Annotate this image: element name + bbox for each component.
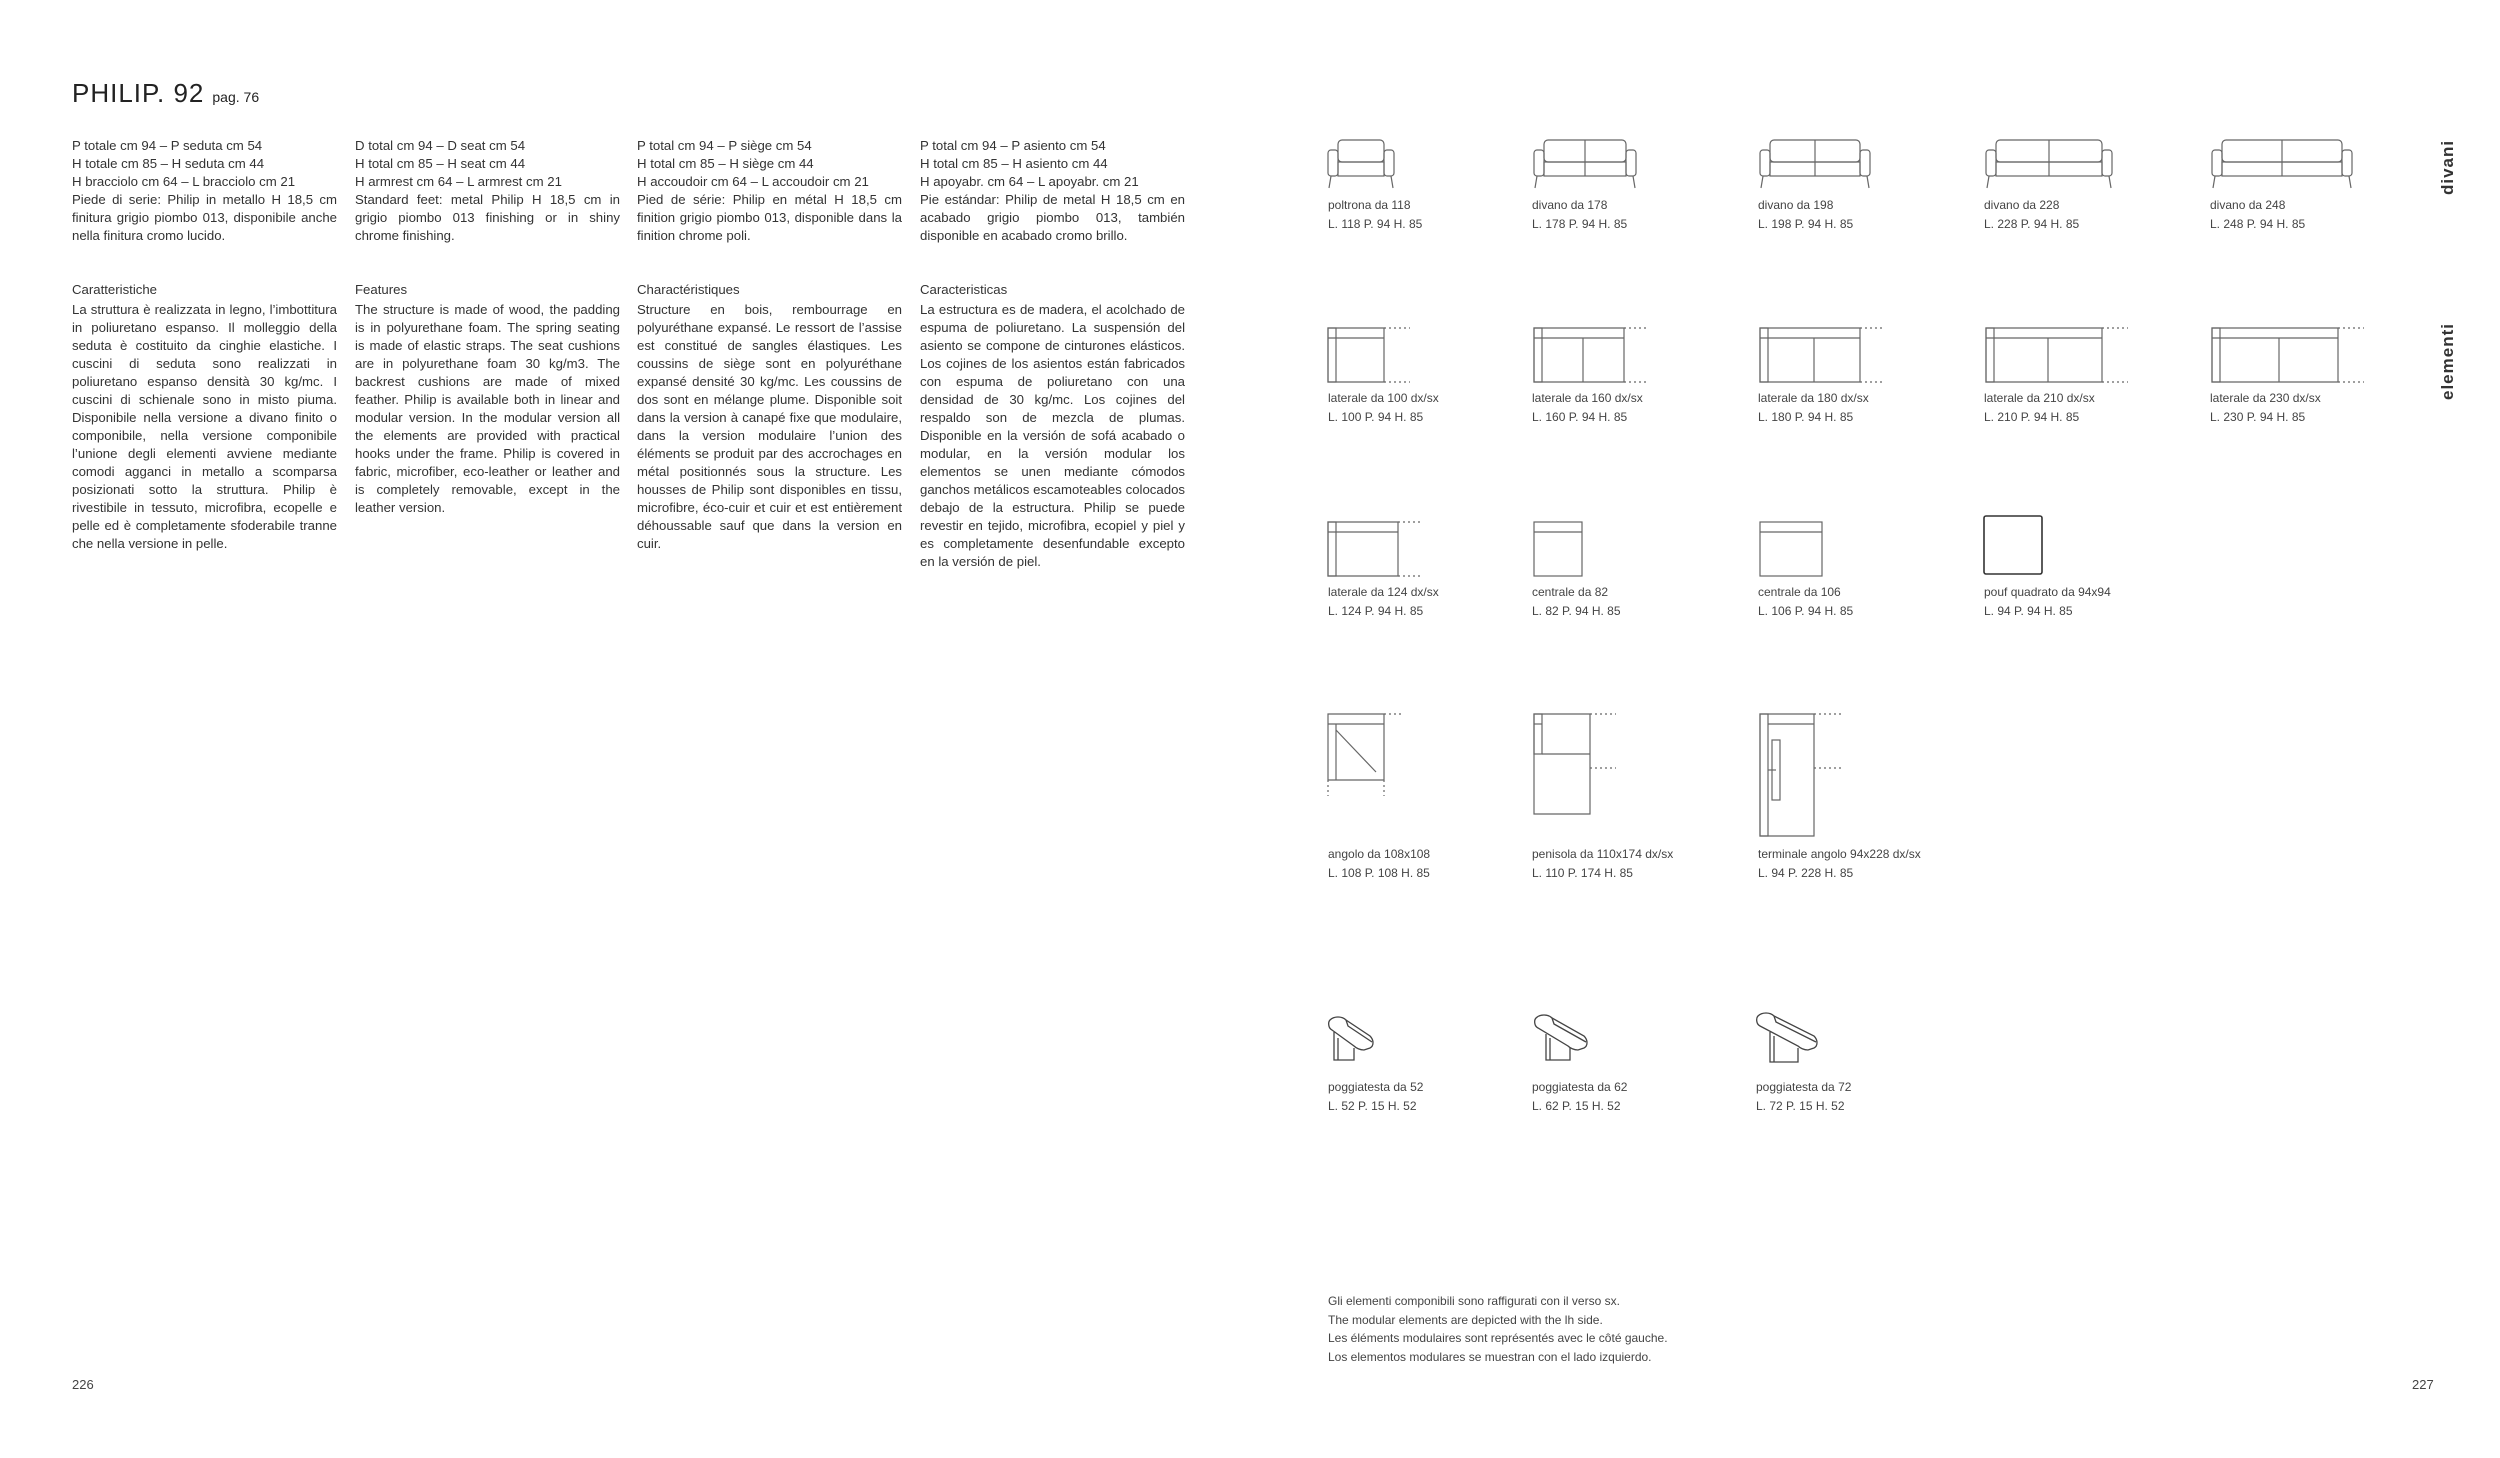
product-name: pouf quadrato da 94x94 (1984, 585, 2111, 599)
product-divano-248 (2210, 136, 2410, 194)
product-name: terminale angolo 94x228 dx/sx (1758, 847, 1921, 861)
product-label (1328, 583, 1439, 620)
column-english (355, 137, 620, 517)
product-label (1984, 196, 2079, 233)
spec-paragraph: Standard feet: metal Philip H 18,5 cm in grigio piombo 013 finishing or in shiny chrome finishing. (355, 192, 620, 243)
product-name: laterale da 160 dx/sx (1532, 391, 1643, 405)
product-label (2210, 389, 2321, 426)
product-poltrona-118 (1326, 136, 1526, 194)
product-name: penisola da 110x174 dx/sx (1532, 847, 1674, 861)
product-dims: L. 94 P. 228 H. 85 (1758, 865, 1854, 880)
product-laterale-180 (1758, 324, 1958, 386)
product-divano-228 (1984, 136, 2184, 194)
product-label (1532, 583, 1621, 620)
note-line: Gli elementi componibili sono raffigurati con il verso sx. (1328, 1294, 1620, 1308)
product-laterale-124 (1326, 518, 1526, 580)
product-dims: L. 180 P. 94 H. 85 (1758, 409, 1854, 424)
product-dims: L. 52 P. 15 H. 52 (1328, 1098, 1417, 1113)
sofa-drawing (1758, 136, 1878, 194)
note-line: Los elementos modulares se muestran con el lado izquierdo. (1328, 1349, 1652, 1364)
product-dims: L. 178 P. 94 H. 85 (1532, 216, 1628, 231)
product-dims: L. 118 P. 94 H. 85 (1328, 216, 1423, 231)
product-label (1984, 389, 2095, 426)
sofa-drawing (1984, 136, 2119, 194)
product-poggiatesta-62 (1532, 1012, 1732, 1076)
product-poggiatesta-72 (1754, 1010, 1954, 1076)
product-laterale-100 (1326, 324, 1526, 386)
column-italian (72, 137, 337, 553)
centrale-plan-drawing (1758, 518, 1828, 580)
product-name: divano da 228 (1984, 198, 2060, 212)
spec-line: H armrest cm 64 – L armrest cm 21 (355, 174, 562, 189)
product-dims: L. 108 P. 108 H. 85 (1328, 865, 1430, 880)
product-terminale-angolo-94x228 (1758, 710, 1958, 840)
laterale-plan-drawing (2210, 324, 2370, 386)
product-name: laterale da 210 dx/sx (1984, 391, 2095, 405)
spec-line: H totale cm 85 – H seduta cm 44 (72, 156, 265, 171)
page-title (72, 78, 259, 109)
spec-line: H total cm 85 – H siège cm 44 (637, 156, 814, 171)
product-dims: L. 106 P. 94 H. 85 (1758, 603, 1854, 618)
headrest-drawing (1326, 1014, 1386, 1076)
column-spanish (920, 137, 1185, 571)
laterale-plan-drawing (1326, 324, 1416, 386)
product-dims: L. 198 P. 94 H. 85 (1758, 216, 1854, 231)
product-label (1758, 196, 1853, 233)
product-name: centrale da 82 (1532, 585, 1609, 599)
headrest-drawing (1532, 1012, 1598, 1076)
spec-line: H total cm 85 – H seat cm 44 (355, 156, 526, 171)
spec-line: H accoudoir cm 64 – L accoudoir cm 21 (637, 174, 869, 189)
product-divano-198 (1758, 136, 1958, 194)
spec-line: H bracciolo cm 64 – L bracciolo cm 21 (72, 174, 296, 189)
section-heading: Caratteristiche (72, 282, 158, 297)
spec-line: H total cm 85 – H asiento cm 44 (920, 156, 1108, 171)
note-line: The modular elements are depicted with the lh side. (1328, 1312, 1603, 1327)
column-french (637, 137, 902, 553)
product-name: divano da 178 (1532, 198, 1608, 212)
product-dims: L. 124 P. 94 H. 85 (1328, 603, 1424, 618)
product-centrale-106 (1758, 518, 1958, 580)
page-number-right: 227 (2412, 1377, 2434, 1392)
product-label (1328, 845, 1430, 882)
spec-paragraph: Pie estándar: Philip de metal H 18,5 cm en acabado grigio piombo 013, también disponible en acabado cromo brillo. (920, 192, 1185, 243)
product-centrale-82 (1532, 518, 1732, 580)
section-heading: Caracteristicas (920, 282, 1008, 297)
product-label (1328, 389, 1439, 426)
product-dims: L. 94 P. 94 H. 85 (1984, 603, 2073, 618)
product-label (1532, 196, 1627, 233)
product-label (1758, 389, 1869, 426)
product-label (1328, 1078, 1423, 1115)
product-dims: L. 72 P. 15 H. 52 (1756, 1098, 1845, 1113)
spec-line: P total cm 94 – P asiento cm 54 (920, 138, 1106, 153)
product-laterale-160 (1532, 324, 1732, 386)
product-dims: L. 230 P. 94 H. 85 (2210, 409, 2306, 424)
product-name: poggiatesta da 52 (1328, 1080, 1424, 1094)
spec-line: P total cm 94 – P siège cm 54 (637, 138, 812, 153)
product-label (1328, 196, 1422, 233)
laterale-plan-drawing (1326, 518, 1426, 580)
page-reference: pag. 76 (212, 89, 260, 105)
spec-line: H apoyabr. cm 64 – L apoyabr. cm 21 (920, 174, 1139, 189)
section-heading: Features (355, 282, 408, 297)
pouf-plan-drawing (1982, 514, 2046, 578)
terminale-plan-drawing (1758, 710, 1848, 840)
laterale-plan-drawing (1984, 324, 2134, 386)
product-label (1532, 845, 1673, 882)
laterale-plan-drawing (1758, 324, 1888, 386)
body-text: Structure en bois, rembourrage en polyuréthane expansé. Le ressort de l’assise est constitué de sangles élastiques. Les coussins de siège sont en polyuréthane expansé densité 30 kg/mc. Les coussins de dos sont en mélange plume. Disponible soit dans la version à canapé fixe que modulaire, dans la version modulaire l’union des éléments se produit par des accrochages en métal positionnés sous la structure. Les housses de Philip sont disponibles en tissu, microfibre, éco-cuir et cuir et est entièrement déhoussable sauf que dans la version en cuir. (637, 302, 902, 551)
product-dims: L. 228 P. 94 H. 85 (1984, 216, 2080, 231)
spec-paragraph: Piede di serie: Philip in metallo H 18,5 cm finitura grigio piombo 013, disponibile anche nella finitura cromo lucido. (72, 192, 337, 243)
product-name: angolo da 108x108 (1328, 847, 1431, 861)
product-laterale-230 (2210, 324, 2410, 386)
product-label (2210, 196, 2305, 233)
product-name: laterale da 180 dx/sx (1758, 391, 1869, 405)
product-dims: L. 160 P. 94 H. 85 (1532, 409, 1628, 424)
product-name: laterale da 230 dx/sx (2210, 391, 2321, 405)
spec-paragraph: Pied de série: Philip en métal H 18,5 cm finition grigio piombo 013, disponible dans la finition chrome poli. (637, 192, 902, 243)
product-name: laterale da 100 dx/sx (1328, 391, 1439, 405)
product-dims: L. 62 P. 15 H. 52 (1532, 1098, 1621, 1113)
product-label (1756, 1078, 1851, 1115)
page-number-left: 226 (72, 1377, 94, 1392)
body-text: The structure is made of wood, the padding is in polyurethane foam. The spring seating is made of elastic straps. The seat cushions are in polyurethane foam 30 kg/m3. The backrest cushions are made of mixed feather. Philip is available both in linear and modular version. In the modular version all the elements are provided with practical hooks under the frame. Philip is covered in fabric, microfiber, eco-leather or leather and is completely removable, except in the leather version. (355, 302, 620, 515)
product-dims: L. 110 P. 174 H. 85 (1532, 865, 1633, 880)
laterale-plan-drawing (1532, 324, 1652, 386)
section-heading: Charactéristiques (637, 282, 740, 297)
product-dims: L. 82 P. 94 H. 85 (1532, 603, 1621, 618)
sofa-drawing (1532, 136, 1642, 194)
product-dims: L. 248 P. 94 H. 85 (2210, 216, 2306, 231)
side-label-elementi: elementi (2438, 323, 2457, 400)
modular-note (1328, 1292, 1668, 1366)
note-line: Les éléments modulaires sont représentés avec le côté gauche. (1328, 1331, 1668, 1345)
product-divano-178 (1532, 136, 1732, 194)
sofa-drawing (2210, 136, 2360, 194)
product-angolo-108x108 (1326, 710, 1526, 800)
side-label-divani: divani (2438, 139, 2457, 195)
body-text: La struttura è realizzata in legno, l’imbottitura in poliuretano espanso. Il molleggio della seduta è costituito da cinghie elastiche. I cuscini di seduta sono realizzati in poliuretano espanso densità 30 kg/mc. I cuscini di schienale sono in misto piuma. Disponibile nella versione a divano finito o componibile, nella versione componibile l’unione degli elementi avviene mediante comodi agganci in metallo a scomparsa posizionati sotto la struttura. Philip è rivestibile in tessuto, microfibra, ecopelle e pelle ed è completamente sfoderabile tranne che nella versione in pelle. (72, 302, 337, 551)
product-poggiatesta-52 (1326, 1014, 1526, 1076)
product-name: divano da 198 (1758, 198, 1834, 212)
angolo-plan-drawing (1326, 710, 1406, 800)
headrest-drawing (1754, 1010, 1828, 1076)
product-laterale-210 (1984, 324, 2184, 386)
product-name: poltrona da 118 (1328, 198, 1411, 212)
collection-name: PHILIP. 92 (72, 78, 205, 108)
product-name: centrale da 106 (1758, 585, 1841, 599)
product-label (1758, 845, 1921, 882)
product-dims: L. 100 P. 94 H. 85 (1328, 409, 1424, 424)
spec-line: D total cm 94 – D seat cm 54 (355, 138, 526, 153)
armchair-drawing (1326, 136, 1406, 194)
product-name: divano da 248 (2210, 198, 2286, 212)
product-label (1532, 1078, 1627, 1115)
product-name: poggiatesta da 72 (1756, 1080, 1852, 1094)
product-penisola-110x174 (1532, 710, 1732, 822)
centrale-plan-drawing (1532, 518, 1588, 580)
spec-line: P totale cm 94 – P seduta cm 54 (72, 138, 263, 153)
body-text: La estructura es de madera, el acolchado de espuma de poliuretano. La suspensión del asiento se compone de cinturones elásticos. Los cojines de los asientos están fabricados con espuma de poliuretano con una densidad de 30 kg/mc. Los cojines del respaldo son de mezcla de plumas. Disponible en la versión de sofá acabado o modular, en la versión modular los elementos se unen mediante cómodos ganchos metálicos escamoteables colocados debajo de la estructura. Philip se puede revestir en tejido, microfibra, ecopiel y piel y es completamente desenfundable excepto en la versión de piel. (920, 302, 1185, 569)
product-name: poggiatesta da 62 (1532, 1080, 1628, 1094)
penisola-plan-drawing (1532, 710, 1622, 822)
product-label (1984, 583, 2111, 620)
product-name: laterale da 124 dx/sx (1328, 585, 1439, 599)
product-pouf-94x94 (1982, 514, 2182, 578)
product-label (1758, 583, 1853, 620)
product-dims: L. 210 P. 94 H. 85 (1984, 409, 2080, 424)
product-label (1532, 389, 1643, 426)
